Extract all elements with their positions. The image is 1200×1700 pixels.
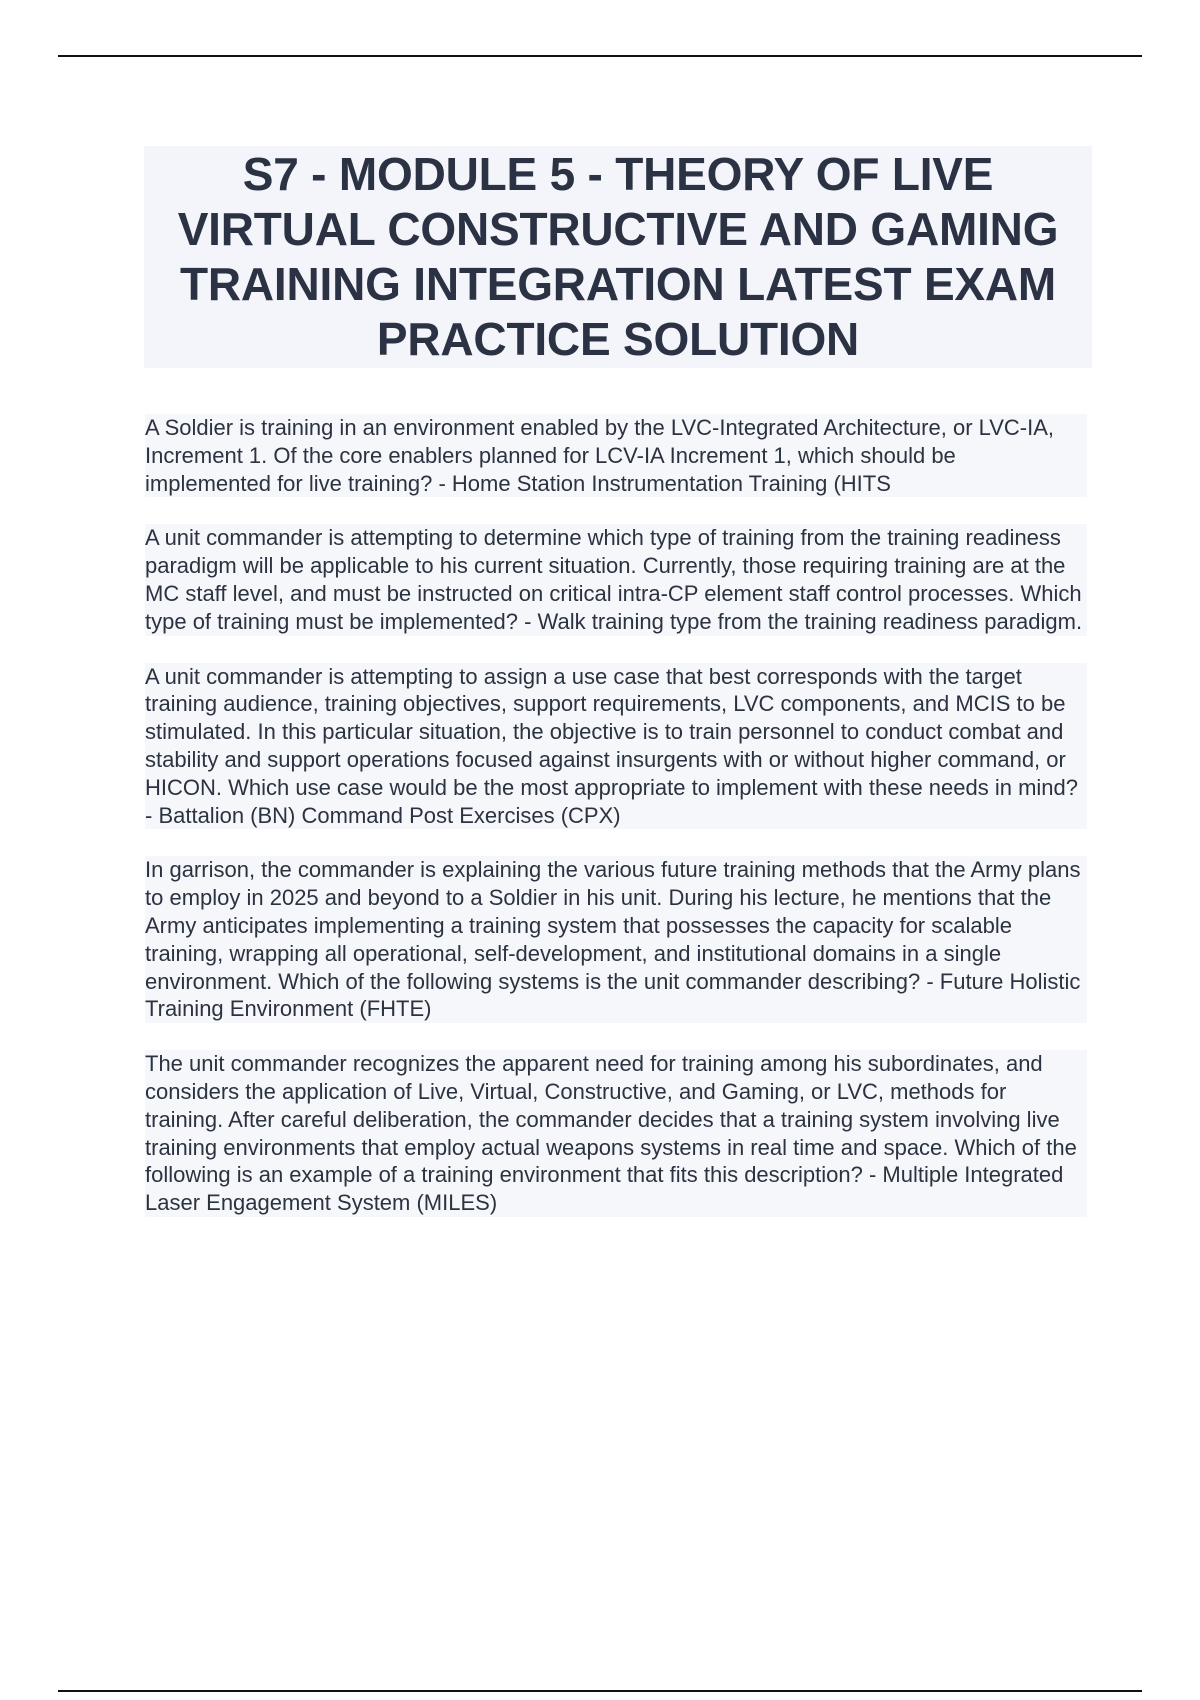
question-list: [145, 414, 1087, 1244]
top-rule: [58, 55, 1142, 57]
document-title: S7 - MODULE 5 - THEORY OF LIVE VIRTUAL CONSTRUCTIVE AND GAMING TRAINING INTEGRATION LATEST EXAM PRACTICE SOLUTION: [177, 148, 1059, 365]
title-banner: [144, 146, 1092, 368]
question-item-2: A unit commander is attempting to determine which type of training from the training readiness paradigm will be applicable to his current situation. Currently, those requiring training are at the MC staff level, and must be instructed on critical intra-CP element staff control processes. Which type of training must be implemented? - Walk training type from the training readiness paradigm.: [145, 524, 1087, 635]
question-item-4: In garrison, the commander is explaining the various future training methods that the Army plans to employ in 2025 and beyond to a Soldier in his unit. During his lecture, he mentions that the Army anticipates implementing a training system that possesses the capacity for scalable training, wrapping all operational, self-development, and institutional domains in a single environment. Which of the following systems is the unit commander describing? - Future Holistic Training Environment (FHTE): [145, 856, 1087, 1023]
question-item-5: The unit commander recognizes the apparent need for training among his subordinates, and considers the application of Live, Virtual, Constructive, and Gaming, or LVC, methods for training. After careful deliberation, the commander decides that a training system involving live training environments that employ actual weapons systems in real time and space. Which of the following is an example of a training environment that fits this description? - Multiple Integrated Laser Engagement System (MILES): [145, 1050, 1087, 1217]
question-item-3: A unit commander is attempting to assign a use case that best corresponds with the target training audience, training objectives, support requirements, LVC components, and MCIS to be stimulated. In this particular situation, the objective is to train personnel to conduct combat and stability and support operations focused against insurgents with or without higher command, or HICON. Which use case would be the most appropriate to implement with these needs in mind? - Battalion (BN) Command Post Exercises (CPX): [145, 663, 1087, 830]
question-item-1: A Soldier is training in an environment enabled by the LVC-Integrated Architecture, or LVC-IA, Increment 1. Of the core enablers planned for LCV-IA Increment 1, which should be implemented for live training? - Home Station Instrumentation Training (HITS: [145, 414, 1087, 497]
bottom-rule: [58, 1690, 1142, 1692]
